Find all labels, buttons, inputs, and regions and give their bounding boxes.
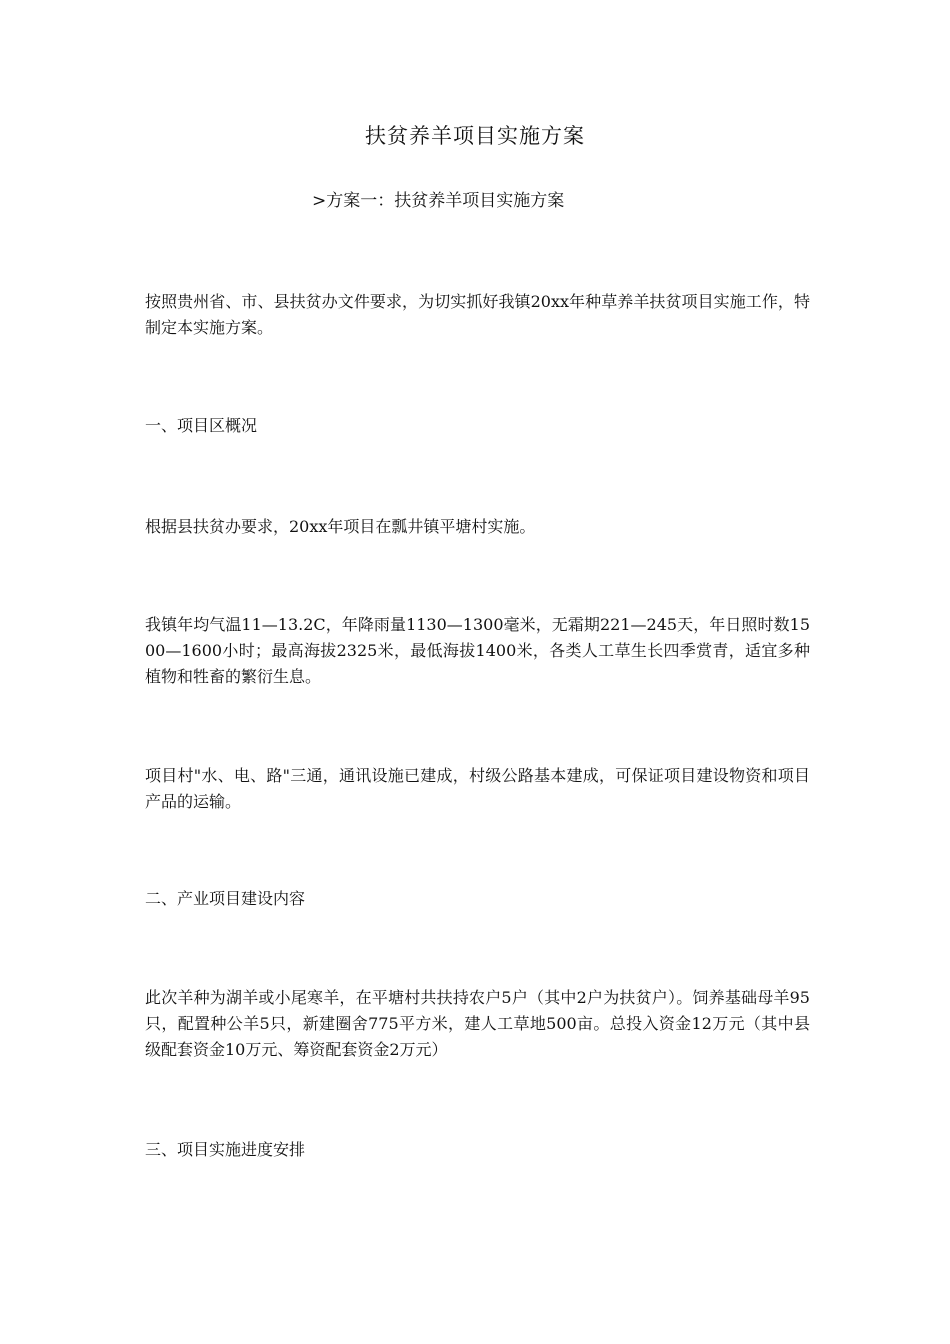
section-2-heading: 二、产业项目建设内容 [145, 889, 306, 908]
section-1-heading: 一、项目区概况 [145, 416, 258, 435]
section-1-paragraph-3: 项目村"水、电、路"三通，通讯设施已建成，村级公路基本建成，可保证项目建设物资和项目产品的运输。 [145, 766, 810, 811]
intro-paragraph: 按照贵州省、市、县扶贫办文件要求，为切实抓好我镇20xx年种草养羊扶贫项目实施工作，特制定本实施方案。 [145, 292, 810, 337]
document-title: 扶贫养羊项目实施方案 [365, 124, 585, 148]
document-subtitle: >方案一：扶贫养羊项目实施方案 [312, 191, 565, 211]
section-1-paragraph-1: 根据县扶贫办要求，20xx年项目在瓢井镇平塘村实施。 [145, 517, 536, 536]
section-2-paragraph-1: 此次羊种为湖羊或小尾寒羊，在平塘村共扶持农户5户（其中2户为扶贫户）。饲养基础母羊95只，配置种公羊5只，新建圈舍775平方米，建人工草地500亩。总投入资金12万元（其中县级配套资金10万元、筹资配套资金2万元） [145, 988, 810, 1059]
section-1-paragraph-2: 我镇年均气温11—13.2C，年降雨量1130—1300毫米，无霜期221—245天，年日照时数1500—1600小时；最高海拔2325米，最低海拔1400米，各类人工草生长四季赏青，适宜多种植物和牲畜的繁衍生息。 [145, 615, 810, 686]
section-3-heading: 三、项目实施进度安排 [145, 1140, 306, 1159]
